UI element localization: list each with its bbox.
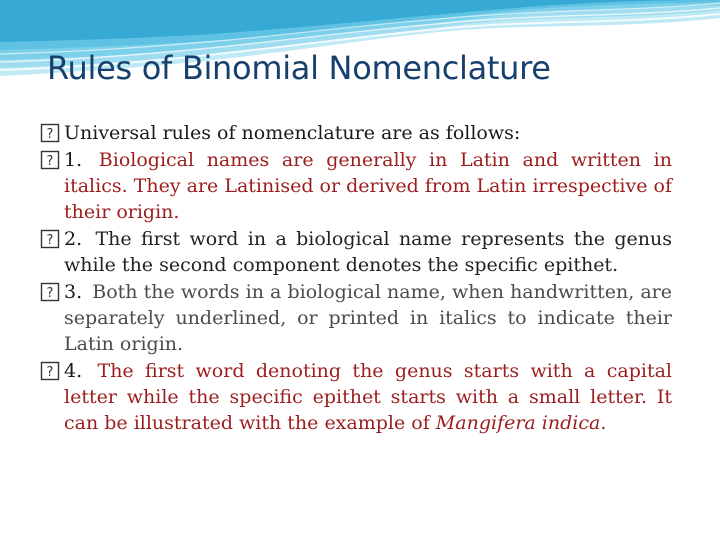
missing-glyph-box-icon bbox=[40, 150, 60, 170]
rule-text: Biological names are generally in Latin and written in italics. They are Latinised or derived from Latin irrespective of their origin. bbox=[64, 149, 672, 223]
missing-glyph-box-icon bbox=[40, 123, 60, 143]
svg-text:?: ? bbox=[46, 127, 54, 142]
missing-glyph-box-icon bbox=[40, 229, 60, 249]
rule-number: 1. bbox=[64, 149, 83, 171]
svg-text:?: ? bbox=[46, 365, 54, 380]
rule-text: The first word denoting the genus starts with a capital letter while the specific epithet starts with a small letter. It can be illustrated with the example of bbox=[64, 360, 672, 434]
slide-title: Rules of Binomial Nomenclature bbox=[47, 49, 551, 87]
missing-glyph-box-icon bbox=[40, 282, 60, 302]
scientific-name-example: Mangifera indica bbox=[435, 412, 601, 434]
rule-number: 3. bbox=[64, 281, 83, 303]
rule-number: 2. bbox=[64, 228, 83, 250]
rules-content bbox=[40, 120, 672, 437]
svg-text:?: ? bbox=[46, 154, 54, 169]
svg-text:?: ? bbox=[46, 286, 54, 301]
rule-item bbox=[40, 358, 672, 436]
intro-text: Universal rules of nomenclature are as follows: bbox=[64, 122, 521, 144]
rule-text: Both the words in a biological name, when handwritten, are separately underlined, or printed in italics to indicate their Latin origin. bbox=[64, 281, 672, 355]
rule-number: 4. bbox=[64, 360, 83, 382]
rule-item bbox=[40, 147, 672, 225]
intro-paragraph bbox=[40, 120, 672, 146]
rule-item bbox=[40, 279, 672, 357]
rule-text: The first word in a biological name represents the genus while the second component denotes the specific epithet. bbox=[64, 228, 672, 276]
svg-text:?: ? bbox=[46, 233, 54, 248]
rule-item bbox=[40, 226, 672, 278]
missing-glyph-box-icon bbox=[40, 361, 60, 381]
rule-text-end: . bbox=[600, 412, 607, 434]
